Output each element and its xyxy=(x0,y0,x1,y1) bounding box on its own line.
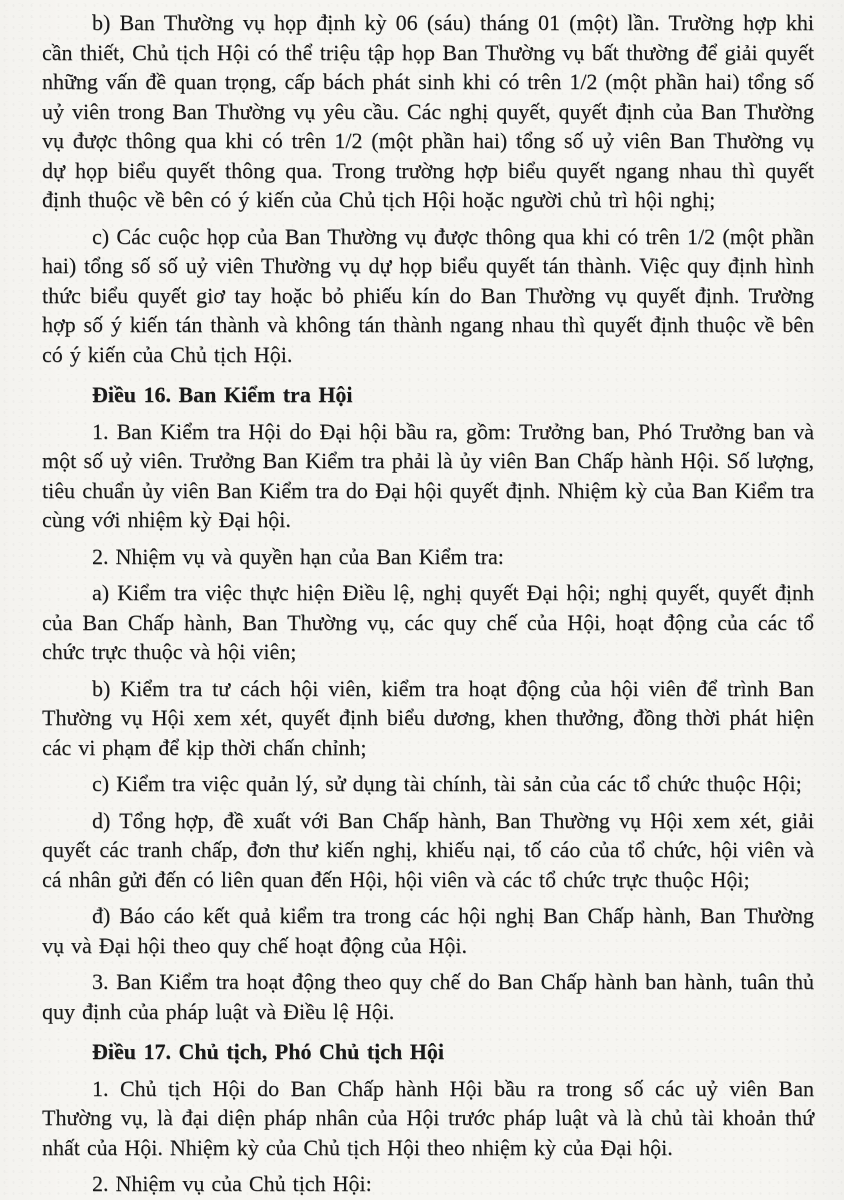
dieu16-item-2-duties-intro: 2. Nhiệm vụ và quyền hạn của Ban Kiểm tra: xyxy=(92,543,504,569)
heading-dieu-17-chu-tich: Điều 17. Chủ tịch, Phó Chủ tịch Hội xyxy=(92,1039,444,1064)
dieu16-clause-dd-report-results: đ) Báo cáo kết quả kiểm tra trong các hội nghị Ban Chấp hành, Ban Thường vụ và Đại hội theo quy chế hoạt động của Hội. xyxy=(42,903,814,958)
dieu16-clause-c-inspect-finance: c) Kiểm tra việc quản lý, sử dụng tài chính, tài sản của các tổ chức thuộc Hội; xyxy=(92,771,802,796)
dieu16-clause-a-inspect-charter: a) Kiểm tra việc thực hiện Điều lệ, nghị quyết Đại hội; nghị quyết, quyết định của Ban Chấp hành, Ban Thường vụ, các quy chế của Hội, hoạt động của các tổ chức trực thuộc và hội viên; xyxy=(42,580,814,664)
dieu17-item-1-election: 1. Chủ tịch Hội do Ban Chấp hành Hội bầu ra trong số các uỷ viên Ban Thường vụ, là đại diện pháp nhân của Hội trước pháp luật và là chủ tài khoản thứ nhất của Hội. Nhiệm kỳ của Chủ tịch Hội theo nhiệm kỳ của Đại hội. xyxy=(42,1075,814,1160)
clause-c-thuong-vu-voting-rule: c) Các cuộc họp của Ban Thường vụ được thông qua khi có trên 1/2 (một phần hai) tổng số số uỷ viên Thường vụ dự họp biểu quyết tán thành. Việc quy định hình thức biểu quyết giơ tay hoặc bỏ phiếu kín do Ban Thường vụ quyết định. Trường hợp số ý kiến tán thành và không tán thành ngang nhau thì quyết định thuộc về bên có ý kiến của Chủ tịch Hội. xyxy=(42,223,814,367)
clause-b-thuong-vu-meeting-schedule: b) Ban Thường vụ họp định kỳ 06 (sáu) tháng 01 (một) lần. Trường hợp khi cần thiết, Chủ tịch Hội có thể triệu tập họp Ban Thường vụ bất thường để giải quyết những vấn đề quan trọng, cấp bách phát sinh khi có trên 1/2 (một phần hai) tổng số uỷ viên trong Ban Thường vụ yêu cầu. Các nghị quyết, quyết định của Ban Thường vụ được thông qua khi có trên 1/2 (một phần hai) tổng số uỷ viên Ban Thường vụ dự họp biểu quyết thông qua. Trong trường hợp biểu quyết ngang nhau thì quyết định thuộc về bên có ý kiến của Chủ tịch Hội hoặc người chủ trì hội nghị; xyxy=(42,10,814,212)
dieu16-item-1-composition: 1. Ban Kiểm tra Hội do Đại hội bầu ra, gồm: Trưởng ban, Phó Trưởng ban và một số uỷ viên. Trưởng Ban Kiểm tra phải là ủy viên Ban Chấp hành Hội. Số lượng, tiêu chuẩn ủy viên Ban Kiểm tra do Đại hội quyết định. Nhiệm kỳ của Ban Kiểm tra cùng với nhiệm kỳ Đại hội. xyxy=(42,418,814,532)
dieu16-clause-b-inspect-members: b) Kiểm tra tư cách hội viên, kiểm tra hoạt động của hội viên để trình Ban Thường vụ Hội xem xét, quyết định biểu dương, khen thưởng, đồng thời phát hiện các vi phạm để kịp thời chấn chỉnh; xyxy=(42,675,814,760)
dieu16-item-3-operating-rules: 3. Ban Kiểm tra hoạt động theo quy chế do Ban Chấp hành ban hành, tuân thủ quy định của pháp luật và Điều lệ Hội. xyxy=(42,969,814,1024)
dieu17-item-2-duties-intro: 2. Nhiệm vụ của Chủ tịch Hội: xyxy=(92,1171,372,1196)
dieu16-clause-d-handle-disputes: d) Tổng hợp, đề xuất với Ban Chấp hành, Ban Thường vụ Hội xem xét, giải quyết các tranh chấp, đơn thư kiến nghị, khiếu nại, tố cáo của tổ chức, hội viên và cá nhân gửi đến có liên quan đến Hội, hội viên và các tổ chức trực thuộc Hội; xyxy=(42,807,814,892)
heading-dieu-16-ban-kiem-tra: Điều 16. Ban Kiểm tra Hội xyxy=(92,382,353,407)
